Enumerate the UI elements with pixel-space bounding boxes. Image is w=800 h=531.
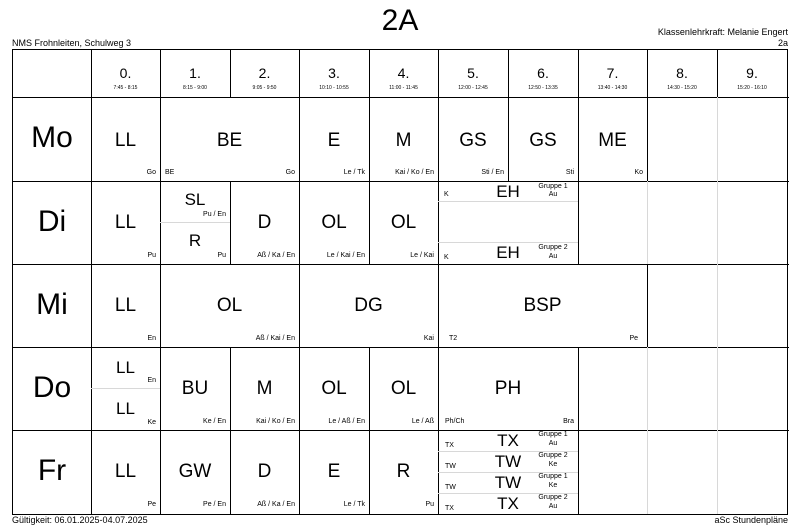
lesson-teacher: Le / Aß / En bbox=[328, 418, 365, 425]
cell-border bbox=[717, 181, 718, 264]
lesson-room: T2 bbox=[449, 335, 458, 342]
lesson-subject[interactable]: M bbox=[256, 378, 273, 399]
lesson-subject[interactable]: BSP bbox=[523, 295, 562, 316]
split-line bbox=[160, 222, 230, 223]
lesson-room: TW bbox=[445, 484, 456, 491]
lesson-teacher: Le / Aß bbox=[411, 418, 434, 425]
lesson-subject[interactable]: EH bbox=[496, 243, 520, 262]
lesson-room: K bbox=[444, 254, 449, 261]
lesson-subject[interactable]: BU bbox=[181, 378, 209, 399]
cell-border bbox=[717, 264, 718, 347]
lesson-teacher: Kai / Ko / En bbox=[395, 169, 434, 176]
cell-border bbox=[647, 347, 648, 430]
day-label-mo: Mo bbox=[31, 121, 73, 154]
period-number: 4. bbox=[397, 65, 410, 81]
lesson-teacher: Sti bbox=[565, 169, 574, 176]
lesson-teacher: Pu bbox=[217, 252, 226, 259]
cell-border bbox=[647, 430, 648, 514]
lesson-teacher: Pe bbox=[629, 335, 638, 342]
lesson-teacher: Go bbox=[146, 169, 156, 176]
lesson-subject[interactable]: LL bbox=[114, 130, 137, 151]
period-number: 1. bbox=[189, 65, 201, 81]
lesson-teacher: Pe / En bbox=[203, 501, 226, 508]
day-label-mi: Mi bbox=[36, 288, 68, 321]
lesson-subject[interactable]: OL bbox=[390, 212, 417, 233]
lesson-subject[interactable]: LL bbox=[114, 461, 137, 482]
period-number: 9. bbox=[746, 65, 758, 81]
lesson-subject[interactable]: R bbox=[188, 231, 202, 250]
row-divider bbox=[13, 347, 789, 348]
split-line bbox=[91, 388, 160, 389]
lesson-subject[interactable]: DG bbox=[354, 295, 383, 316]
period-time: 15:20 - 16:10 bbox=[737, 85, 767, 91]
lesson-subject[interactable]: OL bbox=[216, 295, 243, 316]
period-number: 7. bbox=[606, 65, 619, 81]
lesson-subject[interactable]: TW bbox=[494, 452, 522, 471]
lesson-subject[interactable]: EH bbox=[496, 182, 520, 201]
period-time: 13:40 - 14:30 bbox=[597, 85, 628, 91]
lesson-room: BE bbox=[165, 169, 175, 176]
software-credit: aSc Stundenpläne bbox=[714, 515, 788, 525]
lesson-teacher: Aß / Kai / En bbox=[255, 335, 295, 342]
lesson-teacher: Kai bbox=[423, 335, 434, 342]
lesson-teacher: Ke / En bbox=[203, 418, 226, 425]
lesson-teacher: En bbox=[147, 377, 156, 384]
lesson-room: TX bbox=[445, 442, 454, 449]
period-time: 14:30 - 15:20 bbox=[667, 85, 697, 91]
lesson-group: Gruppe 1 bbox=[538, 431, 568, 438]
lesson-subject[interactable]: BE bbox=[216, 130, 243, 151]
row-divider bbox=[13, 264, 789, 265]
lesson-teacher: Bra bbox=[563, 418, 574, 425]
lesson-group: Gruppe 2 bbox=[538, 452, 568, 459]
page-title: 2A bbox=[381, 4, 419, 37]
period-number: 2. bbox=[258, 65, 271, 81]
cell-border bbox=[717, 430, 718, 514]
header-divider bbox=[13, 97, 789, 98]
lesson-subject[interactable]: GS bbox=[459, 130, 487, 151]
period-number: 6. bbox=[537, 65, 549, 81]
cell-border bbox=[717, 347, 718, 430]
lesson-subject[interactable]: E bbox=[327, 130, 341, 151]
lesson-subject[interactable]: LL bbox=[114, 212, 137, 233]
day-label-di: Di bbox=[37, 205, 67, 238]
cell-border bbox=[647, 264, 648, 347]
lesson-room: TX bbox=[445, 505, 454, 512]
school-name: NMS Frohnleiten, Schulweg 3 bbox=[12, 38, 132, 48]
lesson-teacher: Pu bbox=[147, 252, 156, 259]
lesson-subject[interactable]: OL bbox=[321, 378, 347, 399]
cell-border bbox=[647, 181, 648, 264]
lesson-group: Gruppe 1 bbox=[538, 183, 568, 190]
lesson-subject[interactable]: E bbox=[327, 461, 341, 482]
lesson-teacher: Aß / Ka / En bbox=[257, 252, 295, 259]
lesson-subject[interactable]: OL bbox=[321, 212, 347, 233]
lesson-teacher: Au bbox=[548, 440, 558, 447]
period-time: 9:05 - 9:50 bbox=[252, 85, 277, 91]
period-time: 7:45 - 8:15 bbox=[113, 85, 138, 91]
lesson-teacher: Le / Tk bbox=[343, 169, 365, 176]
cell-border bbox=[717, 97, 718, 181]
lesson-subject[interactable]: SL bbox=[184, 190, 206, 209]
period-time: 8:15 - 9:00 bbox=[183, 85, 207, 91]
period-number: 0. bbox=[119, 65, 132, 81]
lesson-teacher: Aß / Ka / En bbox=[257, 501, 295, 508]
lesson-subject[interactable]: ME bbox=[598, 130, 627, 151]
cell-border bbox=[578, 347, 579, 430]
lesson-subject[interactable]: D bbox=[257, 212, 272, 233]
lesson-teacher: Le / Tk bbox=[343, 501, 365, 508]
period-time: 12:00 - 12:45 bbox=[458, 85, 488, 91]
lesson-teacher: Pe bbox=[147, 501, 156, 508]
cell-border bbox=[578, 430, 579, 514]
lesson-group: Gruppe 1 bbox=[538, 473, 568, 480]
lesson-teacher: Ke bbox=[548, 461, 558, 468]
lesson-room: Ph/Ch bbox=[445, 418, 465, 425]
lesson-teacher: Au bbox=[548, 503, 558, 510]
period-number: 3. bbox=[328, 65, 340, 81]
period-time: 10:10 - 10:55 bbox=[319, 85, 349, 91]
lesson-teacher: Kai / Ko / En bbox=[256, 418, 295, 425]
split-line bbox=[438, 201, 578, 202]
lesson-teacher: Sti / En bbox=[481, 169, 504, 176]
lesson-teacher: Au bbox=[548, 191, 558, 198]
lesson-teacher: Pu bbox=[425, 501, 434, 508]
lesson-subject[interactable]: GW bbox=[178, 461, 212, 482]
lesson-subject[interactable]: GS bbox=[529, 130, 557, 151]
lesson-subject[interactable]: M bbox=[395, 130, 412, 151]
cell-border bbox=[578, 181, 579, 264]
lesson-teacher: Le / Kai / En bbox=[326, 252, 365, 259]
lesson-teacher: Pu / En bbox=[203, 211, 226, 218]
lesson-teacher: Ke bbox=[548, 482, 558, 489]
day-label-fr: Fr bbox=[37, 454, 67, 487]
lesson-subject[interactable]: LL bbox=[116, 399, 135, 418]
period-number: 5. bbox=[467, 65, 479, 81]
lesson-teacher: Ko bbox=[634, 169, 643, 176]
lesson-group: Gruppe 2 bbox=[538, 494, 568, 501]
lesson-subject[interactable]: PH bbox=[494, 378, 522, 399]
lesson-subject[interactable]: LL bbox=[116, 358, 135, 377]
lesson-subject[interactable]: TX bbox=[497, 431, 519, 450]
class-teacher: Klassenlehrkraft: Melanie Engert bbox=[657, 27, 788, 37]
lesson-subject[interactable]: OL bbox=[390, 378, 417, 399]
col-divider bbox=[91, 50, 92, 514]
lesson-subject[interactable]: LL bbox=[114, 295, 137, 316]
lesson-teacher: Go bbox=[285, 169, 295, 176]
lesson-subject[interactable]: D bbox=[257, 461, 272, 482]
lesson-subject[interactable]: TW bbox=[494, 473, 522, 492]
lesson-group: Gruppe 2 bbox=[538, 244, 568, 251]
lesson-teacher: Le / Kai bbox=[410, 252, 434, 259]
period-number: 8. bbox=[676, 65, 688, 81]
lesson-teacher: Au bbox=[548, 253, 558, 260]
timetable-grid bbox=[12, 49, 788, 515]
cell-border bbox=[647, 97, 648, 181]
lesson-subject[interactable]: R bbox=[396, 461, 411, 482]
lesson-room: TW bbox=[445, 463, 456, 470]
class-code: 2a bbox=[777, 38, 788, 48]
lesson-teacher: En bbox=[147, 335, 156, 342]
lesson-teacher: Ke bbox=[147, 419, 156, 426]
validity-text: Gültigkeit: 06.01.2025-04.07.2025 bbox=[12, 515, 148, 525]
period-time: 11:00 - 11:45 bbox=[389, 85, 418, 91]
lesson-subject[interactable]: TX bbox=[497, 494, 519, 513]
row-divider bbox=[13, 430, 789, 431]
day-label-do: Do bbox=[32, 371, 72, 404]
lesson-room: K bbox=[444, 191, 449, 198]
row-divider bbox=[13, 181, 789, 182]
period-time: 12:50 - 13:35 bbox=[528, 85, 558, 91]
